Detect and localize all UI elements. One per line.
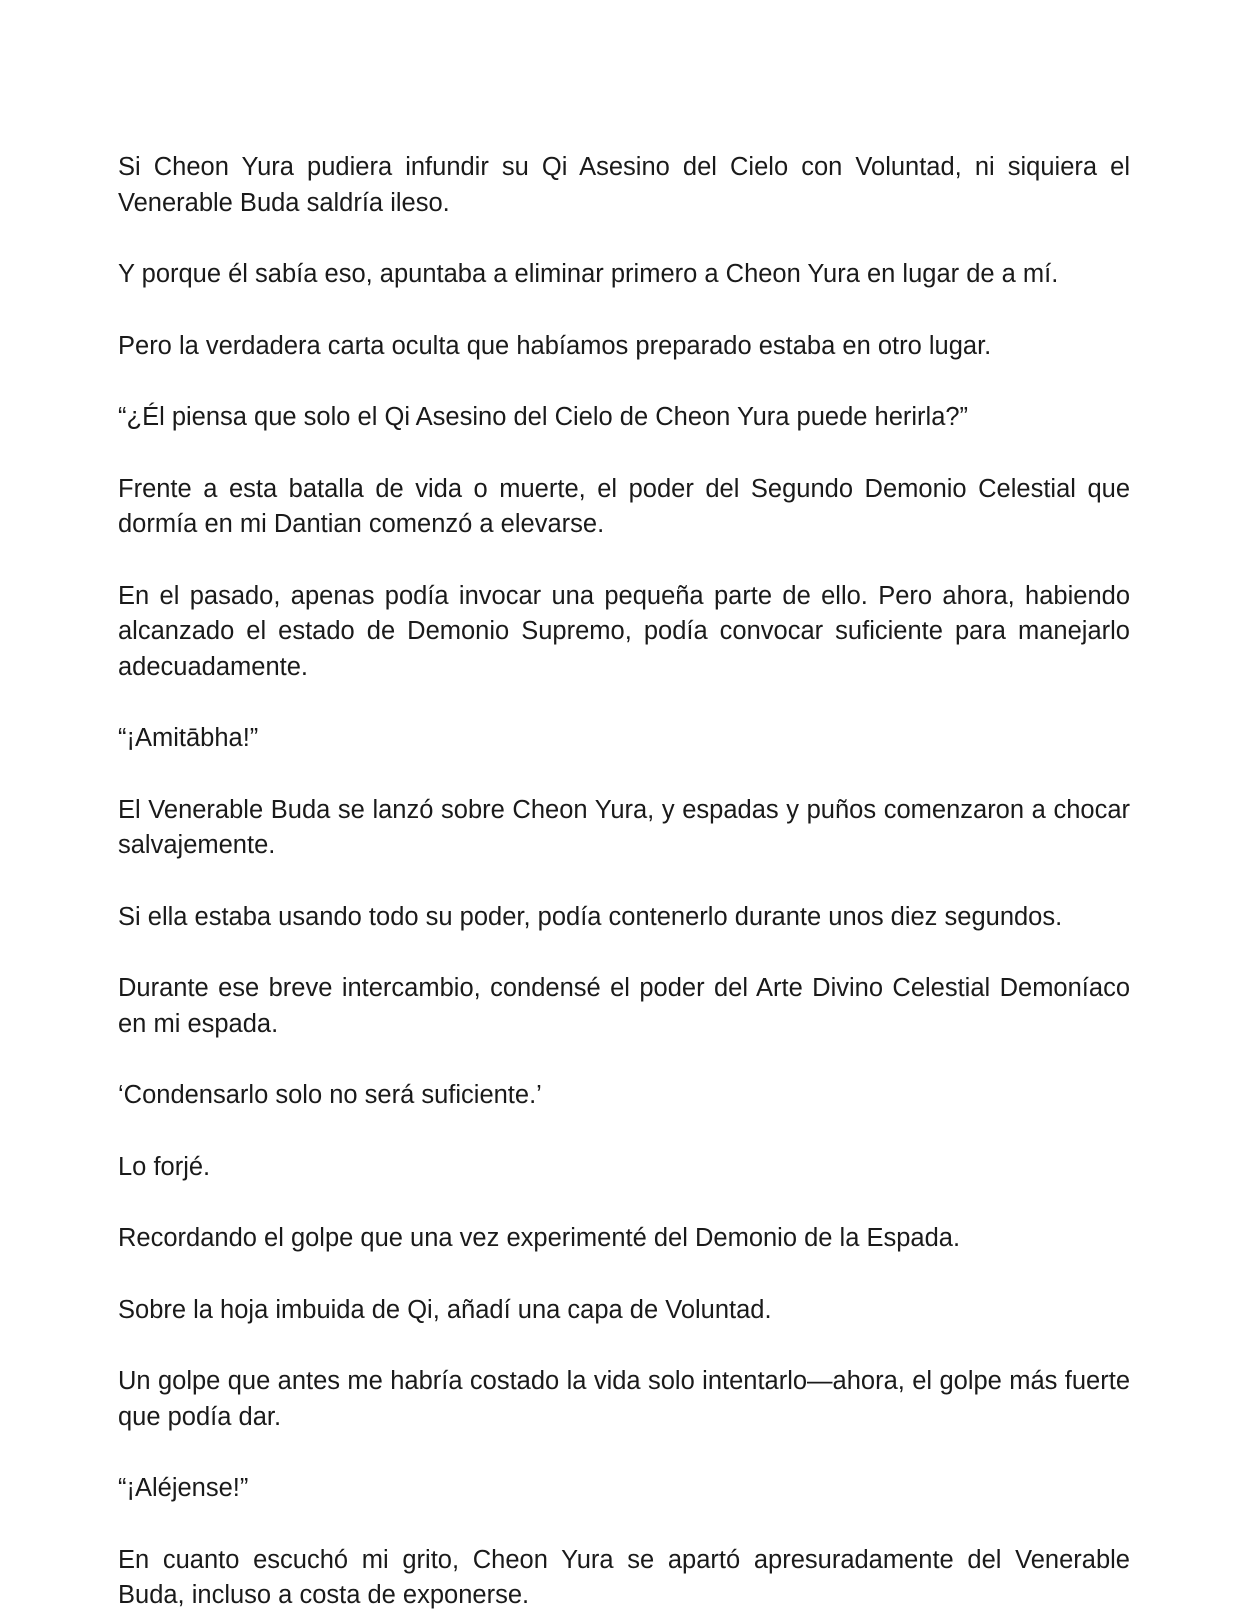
paragraph: Si Cheon Yura pudiera infundir su Qi Asesino del Cielo con Voluntad, ni siquiera el Venerable Buda saldría ileso. <box>118 153 1130 217</box>
paragraph: Durante ese breve intercambio, condensé el poder del Arte Divino Celestial Demoníaco en mi espada. <box>118 974 1130 1038</box>
dialogue-paragraph: “¡Amitābha!” <box>118 724 259 752</box>
paragraph: Pero la verdadera carta oculta que habíamos preparado estaba en otro lugar. <box>118 331 992 360</box>
paragraph: Sobre la hoja imbuida de Qi, añadí una capa de Voluntad. <box>118 1295 772 1324</box>
paragraph: Y porque él sabía eso, apuntaba a eliminar primero a Cheon Yura en lugar de a mí. <box>118 260 1059 288</box>
thought-paragraph: ‘Condensarlo solo no será suficiente.’ <box>118 1081 542 1109</box>
dialogue-paragraph: “¿Él piensa que solo el Qi Asesino del Cielo de Cheon Yura puede herirla?” <box>118 403 969 431</box>
paragraph: Frente a esta batalla de vida o muerte, el poder del Segundo Demonio Celestial que dormía en mi Dantian comenzó a elevarse. <box>118 474 1130 538</box>
paragraph: Lo forjé. <box>118 1152 211 1181</box>
paragraph: Un golpe que antes me habría costado la vida solo intentarlo—ahora, el golpe más fuerte que podía dar. <box>118 1367 1130 1431</box>
document-page <box>118 150 1130 1614</box>
paragraph: En el pasado, apenas podía invocar una pequeña parte de ello. Pero ahora, habiendo alcanzado el estado de Demonio Supremo, podía convocar suficiente para manejarlo adecuadamente. <box>118 581 1130 681</box>
paragraph: El Venerable Buda se lanzó sobre Cheon Yura, y espadas y puños comenzaron a chocar salvajemente. <box>118 795 1130 859</box>
paragraph: Recordando el golpe que una vez experimenté del Demonio de la Espada. <box>118 1224 961 1252</box>
paragraph: Si ella estaba usando todo su poder, podía contenerlo durante unos diez segundos. <box>118 902 1063 931</box>
paragraph: En cuanto escuchó mi grito, Cheon Yura se apartó apresuradamente del Venerable Buda, incluso a costa de exponerse. <box>118 1545 1130 1609</box>
dialogue-paragraph: “¡Aléjense!” <box>118 1474 249 1502</box>
